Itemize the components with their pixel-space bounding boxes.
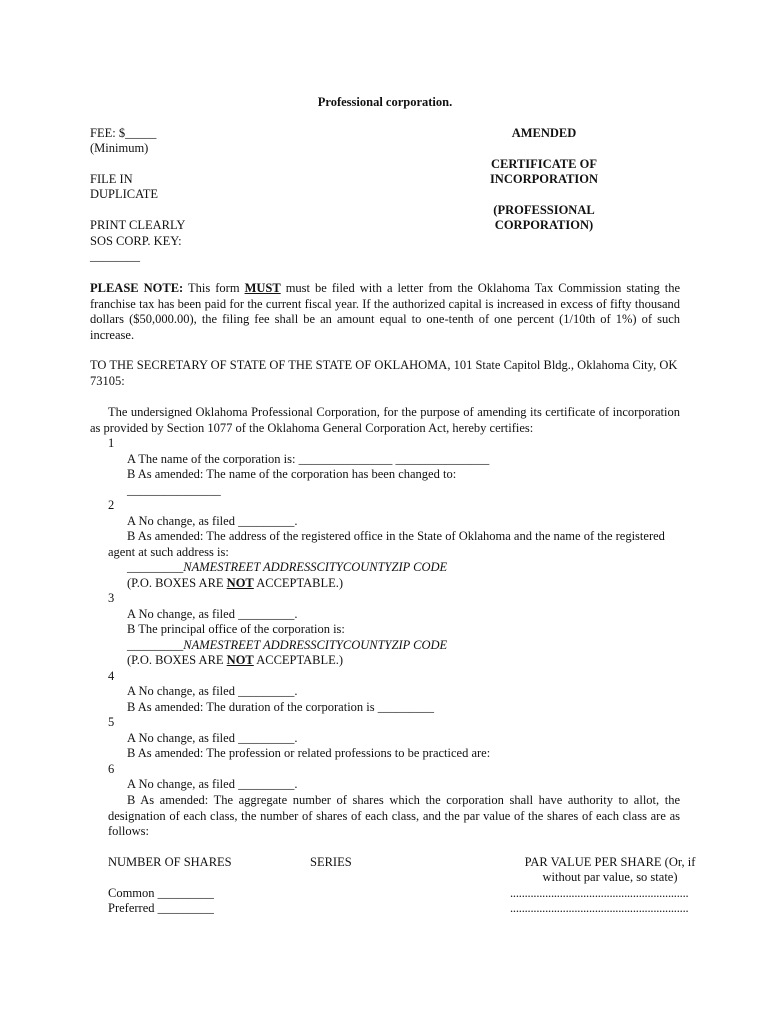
section-1-blank: _______________ bbox=[127, 483, 221, 497]
section-3-address-fields bbox=[127, 638, 447, 654]
po-note-tail: ACCEPTABLE.) bbox=[253, 653, 344, 667]
section-4-a: A No change, as filed _________. bbox=[127, 684, 298, 698]
intro-paragraph: The undersigned Oklahoma Professional Corporation, for the purpose of amending its certificate of incorporation as provided by Section 1077 of the Oklahoma General Corporation Act, hereby certifies: bbox=[90, 405, 680, 435]
po-note-text: (P.O. BOXES ARE bbox=[127, 576, 227, 590]
section-3-po-box-note bbox=[127, 653, 343, 669]
section-5-b: B As amended: The profession or related professions to be practiced are: bbox=[127, 746, 491, 760]
to-secretary-paragraph: TO THE SECRETARY OF STATE OF THE STATE OF OKLAHOMA, 101 State Capitol Bldg., Oklahoma City, OK 73105: bbox=[90, 358, 678, 388]
po-not-emphasis: NOT bbox=[226, 653, 254, 667]
duplicate-label: DUPLICATE bbox=[90, 187, 159, 201]
section-2-blank: _________ bbox=[127, 560, 184, 574]
section-3-field-names: NAMESTREET ADDRESSCITYCOUNTYZIP CODE bbox=[183, 638, 448, 652]
corporation-heading: CORPORATION) bbox=[494, 218, 594, 232]
section-2-po-box-note bbox=[127, 576, 343, 592]
section-6-b: B As amended: The aggregate number of shares which the corporation shall have authority to allot, the designation of each class, the number of shares of each class, and the par value of the shares of each class are as follows: bbox=[108, 793, 680, 838]
document-title: Professional corporation. bbox=[317, 95, 453, 109]
section-2-number: 2 bbox=[108, 498, 115, 512]
section-3-a: A No change, as filed _________. bbox=[127, 607, 298, 621]
section-2-a: A No change, as filed _________. bbox=[127, 514, 298, 528]
po-not-emphasis: NOT bbox=[226, 576, 254, 590]
common-par-dots: ............................................................. bbox=[510, 886, 689, 900]
section-2-b: B As amended: The address of the registered office in the State of Oklahoma and the name of the registered agent at such address is: bbox=[108, 529, 665, 559]
certificate-of-heading: CERTIFICATE OF bbox=[491, 157, 597, 171]
section-5-a: A No change, as filed _________. bbox=[127, 731, 298, 745]
section-4-number: 4 bbox=[108, 669, 115, 683]
po-note-text: (P.O. BOXES ARE bbox=[127, 653, 227, 667]
common-shares-row: Common _________ bbox=[108, 886, 214, 900]
section-4-b: B As amended: The duration of the corporation is _________ bbox=[127, 700, 435, 714]
preferred-par-dots: ............................................................. bbox=[510, 901, 689, 915]
incorporation-heading: INCORPORATION bbox=[489, 172, 599, 186]
professional-heading: (PROFESSIONAL bbox=[493, 203, 595, 217]
col-number-of-shares: NUMBER OF SHARES bbox=[108, 855, 232, 869]
preferred-shares-row: Preferred _________ bbox=[108, 901, 214, 915]
sos-key-blank: ________ bbox=[90, 249, 140, 263]
please-note-text: must be filed with a letter from the Oklahoma Tax Commission stating the franchise tax has been paid for the current fiscal year. If the authorized capital is increased in excess of fifty thousand dollars ($50,000.00), the filing fee shall be an amount equal to one-tenth of one percent (1/10th of 1%) of such increase. bbox=[90, 281, 681, 342]
col-par-value: PAR VALUE PER SHARE (Or, if bbox=[524, 855, 696, 869]
section-6-number: 6 bbox=[108, 762, 115, 776]
section-1-number: 1 bbox=[108, 436, 115, 450]
section-3-blank: _________ bbox=[127, 638, 184, 652]
amended-heading: AMENDED bbox=[511, 126, 577, 140]
please-note-pre: This form bbox=[188, 281, 240, 295]
please-note-paragraph bbox=[90, 281, 680, 343]
section-5-number: 5 bbox=[108, 715, 115, 729]
please-note-label: PLEASE NOTE: bbox=[90, 281, 184, 295]
col-series: SERIES bbox=[310, 855, 352, 869]
print-clearly-label: PRINT CLEARLY bbox=[90, 218, 186, 232]
section-2-address-fields bbox=[127, 560, 447, 576]
col-par-value-note: without par value, so state) bbox=[542, 870, 678, 884]
section-3-number: 3 bbox=[108, 591, 115, 605]
section-1-a: A The name of the corporation is: _______________ _______________ bbox=[127, 452, 490, 466]
file-in-label: FILE IN bbox=[90, 172, 133, 186]
section-2-field-names: NAMESTREET ADDRESSCITYCOUNTYZIP CODE bbox=[183, 560, 448, 574]
section-1-b: B As amended: The name of the corporation has been changed to: bbox=[127, 467, 457, 481]
section-3-b: B The principal office of the corporation is: bbox=[127, 622, 345, 636]
sos-key-label: SOS CORP. KEY: bbox=[90, 234, 182, 248]
fee-minimum: (Minimum) bbox=[90, 141, 149, 155]
must-emphasis: MUST bbox=[244, 281, 281, 295]
po-note-tail: ACCEPTABLE.) bbox=[253, 576, 344, 590]
section-6-a: A No change, as filed _________. bbox=[127, 777, 298, 791]
fee-field: FEE: $_____ bbox=[90, 126, 157, 140]
